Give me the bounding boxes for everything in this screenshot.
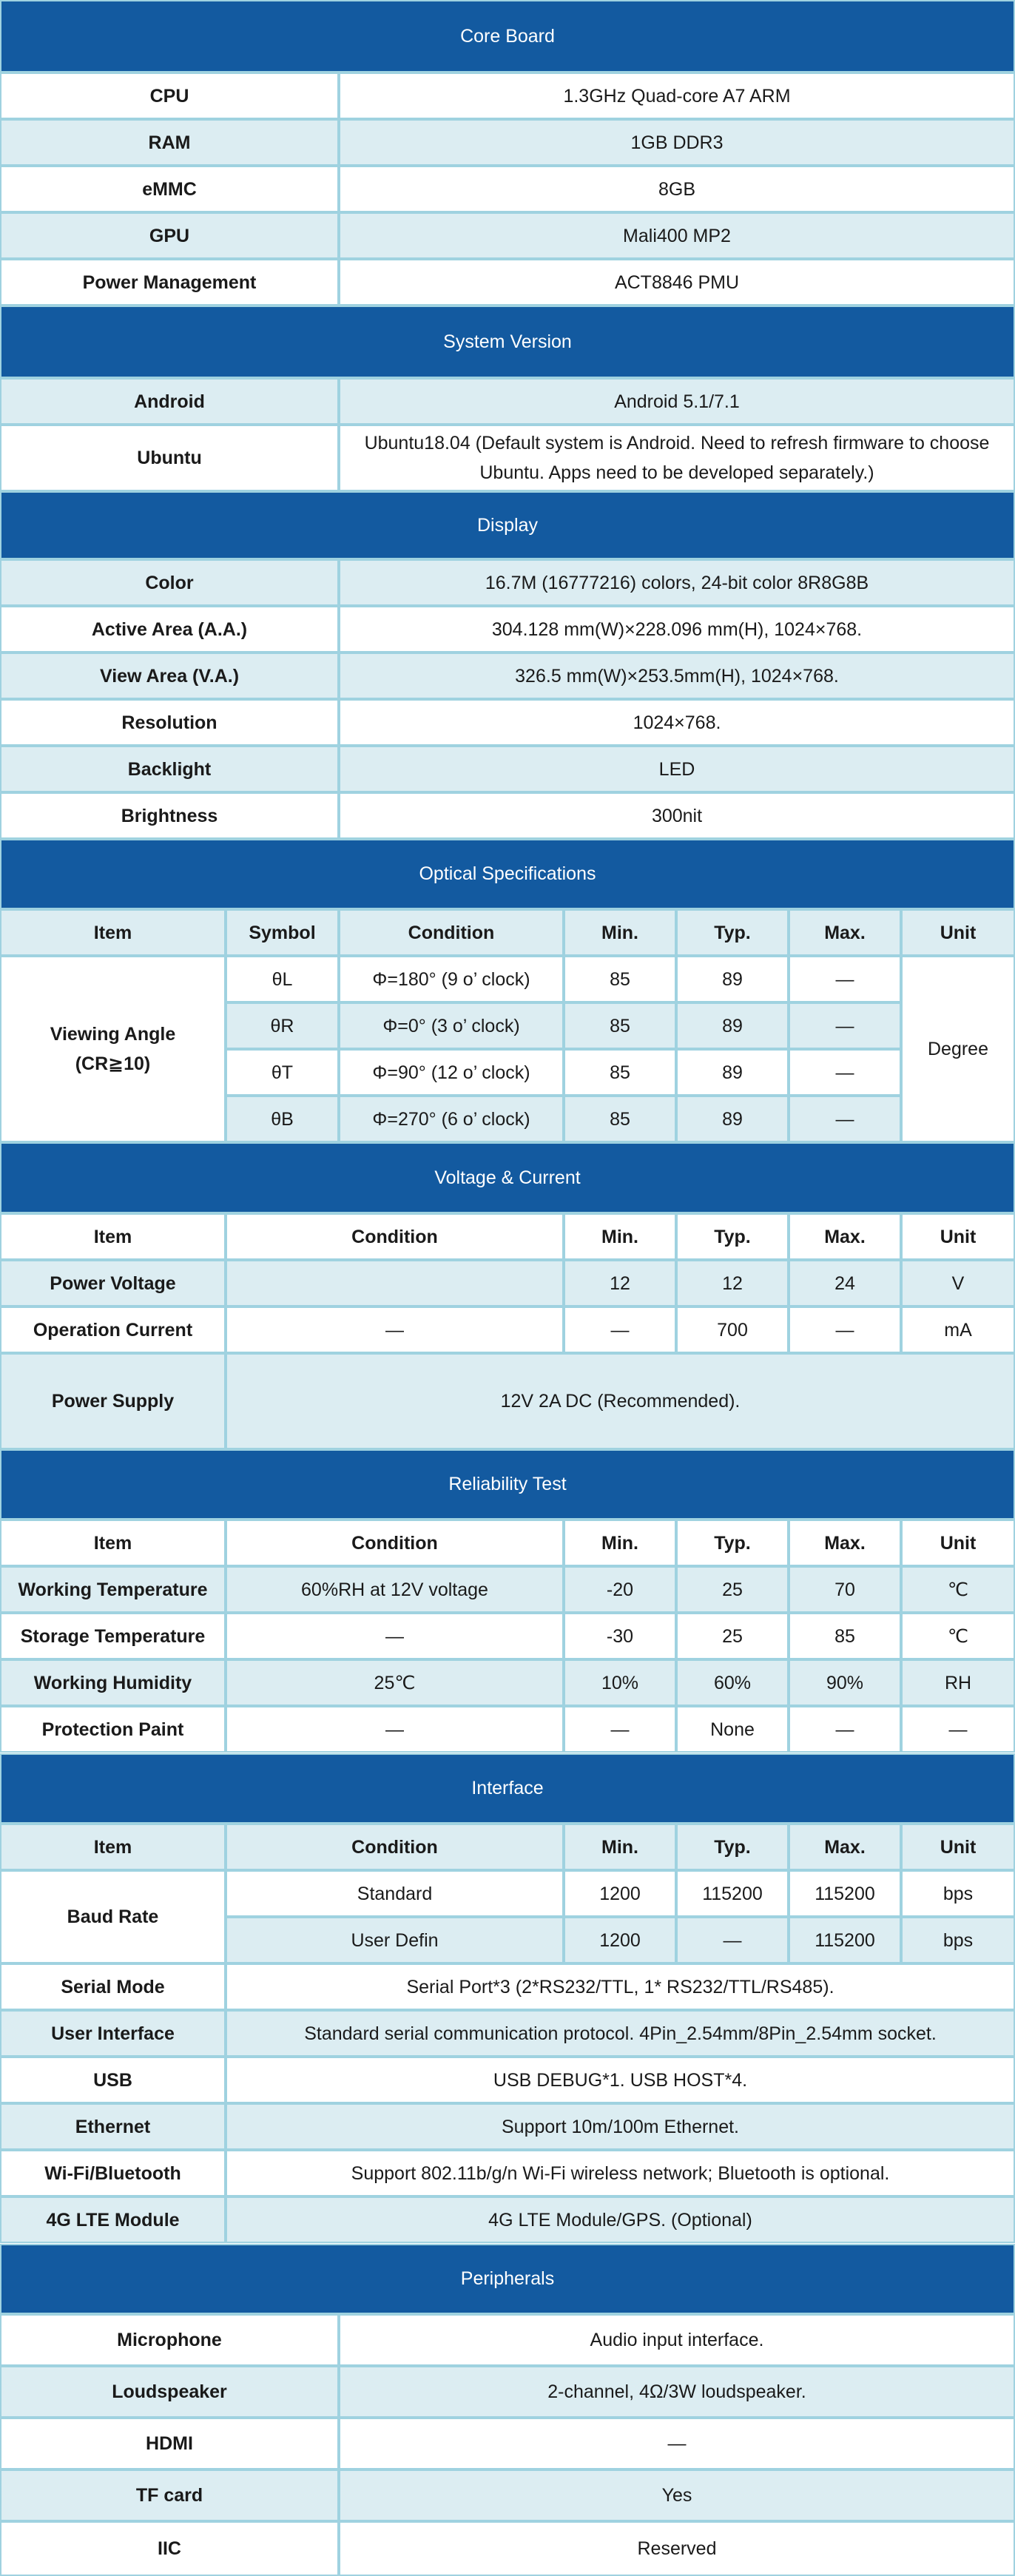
reliability-column-header: Min. (564, 1520, 676, 1566)
display-value: 326.5 mm(W)×253.5mm(H), 1024×768. (339, 653, 1015, 699)
reliability-max: 85 (789, 1613, 901, 1659)
peripherals-value: Audio input interface. (339, 2314, 1015, 2366)
interface-label: 4G LTE Module (0, 2196, 226, 2243)
section-header-interface: Interface (0, 1753, 1015, 1824)
voltage-item: Operation Current (0, 1306, 226, 1353)
optical-min: 85 (564, 956, 676, 1002)
voltage-unit: mA (901, 1306, 1015, 1353)
reliability-column-header: Condition (226, 1520, 564, 1566)
section-header-system-version: System Version (0, 306, 1015, 378)
peripherals-value: 2-channel, 4Ω/3W loudspeaker. (339, 2366, 1015, 2418)
baud-max: 115200 (789, 1870, 901, 1917)
section-header-reliability: Reliability Test (0, 1449, 1015, 1520)
interface-column-header: Min. (564, 1824, 676, 1870)
baud-unit: bps (901, 1870, 1015, 1917)
optical-column-header: Min. (564, 909, 676, 956)
interface-column-header: Item (0, 1824, 226, 1870)
reliability-column-header: Typ. (676, 1520, 789, 1566)
display-value: 300nit (339, 792, 1015, 839)
reliability-min: -20 (564, 1566, 676, 1613)
interface-value: 4G LTE Module/GPS. (Optional) (226, 2196, 1015, 2243)
reliability-max: — (789, 1706, 901, 1753)
section-header-optical: Optical Specifications (0, 839, 1015, 909)
reliability-unit: — (901, 1706, 1015, 1753)
display-value: LED (339, 746, 1015, 792)
reliability-condition: — (226, 1706, 564, 1753)
core-board-label: CPU (0, 73, 339, 119)
reliability-column-header: Unit (901, 1520, 1015, 1566)
interface-label: USB (0, 2057, 226, 2103)
interface-value: Serial Port*3 (2*RS232/TTL, 1* RS232/TTL/RS485). (226, 1963, 1015, 2010)
reliability-item: Working Temperature (0, 1566, 226, 1613)
baud-typ: — (676, 1917, 789, 1963)
voltage-min: — (564, 1306, 676, 1353)
core-board-value: 1GB DDR3 (339, 119, 1015, 166)
optical-condition: Φ=0° (3 o’ clock) (339, 1002, 564, 1049)
voltage-condition (226, 1260, 564, 1306)
reliability-item: Storage Temperature (0, 1613, 226, 1659)
viewing-angle-unit: Degree (901, 956, 1015, 1142)
reliability-min: — (564, 1706, 676, 1753)
interface-value: USB DEBUG*1. USB HOST*4. (226, 2057, 1015, 2103)
peripherals-label: Loudspeaker (0, 2366, 339, 2418)
optical-column-header: Item (0, 909, 226, 956)
baud-rate-label: Baud Rate (0, 1870, 226, 1963)
display-label: View Area (V.A.) (0, 653, 339, 699)
optical-min: 85 (564, 1002, 676, 1049)
reliability-condition: 25℃ (226, 1659, 564, 1706)
interface-column-header: Max. (789, 1824, 901, 1870)
optical-typ: 89 (676, 1096, 789, 1142)
interface-column-header: Unit (901, 1824, 1015, 1870)
optical-min: 85 (564, 1096, 676, 1142)
optical-symbol: θL (226, 956, 339, 1002)
optical-condition: Φ=90° (12 o’ clock) (339, 1049, 564, 1096)
optical-max: — (789, 1049, 901, 1096)
reliability-unit: RH (901, 1659, 1015, 1706)
reliability-max: 70 (789, 1566, 901, 1613)
core-board-label: eMMC (0, 166, 339, 212)
power-supply-label: Power Supply (0, 1353, 226, 1449)
reliability-typ: 25 (676, 1566, 789, 1613)
reliability-typ: 25 (676, 1613, 789, 1659)
interface-column-header: Typ. (676, 1824, 789, 1870)
voltage-condition: — (226, 1306, 564, 1353)
reliability-item: Working Humidity (0, 1659, 226, 1706)
interface-label: Ethernet (0, 2103, 226, 2150)
section-header-display: Display (0, 491, 1015, 559)
system-version-value: Android 5.1/7.1 (339, 378, 1015, 425)
reliability-typ: 60% (676, 1659, 789, 1706)
interface-value: Support 802.11b/g/n Wi-Fi wireless network; Bluetooth is optional. (226, 2150, 1015, 2196)
core-board-value: 1.3GHz Quad-core A7 ARM (339, 73, 1015, 119)
optical-typ: 89 (676, 1049, 789, 1096)
reliability-condition: 60%RH at 12V voltage (226, 1566, 564, 1613)
reliability-unit: ℃ (901, 1613, 1015, 1659)
interface-label: Wi-Fi/Bluetooth (0, 2150, 226, 2196)
display-label: Brightness (0, 792, 339, 839)
baud-condition: Standard (226, 1870, 564, 1917)
section-header-core-board: Core Board (0, 0, 1015, 73)
voltage-column-header: Typ. (676, 1213, 789, 1260)
core-board-label: Power Management (0, 259, 339, 306)
reliability-column-header: Max. (789, 1520, 901, 1566)
interface-label: User Interface (0, 2010, 226, 2057)
optical-condition: Φ=270° (6 o’ clock) (339, 1096, 564, 1142)
reliability-typ: None (676, 1706, 789, 1753)
baud-typ: 115200 (676, 1870, 789, 1917)
optical-min: 85 (564, 1049, 676, 1096)
baud-min: 1200 (564, 1917, 676, 1963)
system-version-label: Ubuntu (0, 425, 339, 491)
interface-column-header: Condition (226, 1824, 564, 1870)
display-value: 16.7M (16777216) colors, 24-bit color 8R8G8B (339, 559, 1015, 606)
baud-min: 1200 (564, 1870, 676, 1917)
reliability-max: 90% (789, 1659, 901, 1706)
reliability-min: 10% (564, 1659, 676, 1706)
peripherals-value: Yes (339, 2469, 1015, 2521)
optical-column-header: Condition (339, 909, 564, 956)
display-value: 1024×768. (339, 699, 1015, 746)
reliability-column-header: Item (0, 1520, 226, 1566)
display-value: 304.128 mm(W)×228.096 mm(H), 1024×768. (339, 606, 1015, 653)
optical-condition: Φ=180° (9 o’ clock) (339, 956, 564, 1002)
optical-typ: 89 (676, 956, 789, 1002)
optical-symbol: θB (226, 1096, 339, 1142)
interface-value: Support 10m/100m Ethernet. (226, 2103, 1015, 2150)
core-board-value: 8GB (339, 166, 1015, 212)
optical-column-header: Typ. (676, 909, 789, 956)
peripherals-label: Microphone (0, 2314, 339, 2366)
voltage-max: — (789, 1306, 901, 1353)
optical-symbol: θT (226, 1049, 339, 1096)
peripherals-value: Reserved (339, 2521, 1015, 2576)
reliability-condition: — (226, 1613, 564, 1659)
voltage-unit: V (901, 1260, 1015, 1306)
voltage-typ: 12 (676, 1260, 789, 1306)
voltage-min: 12 (564, 1260, 676, 1306)
system-version-label: Android (0, 378, 339, 425)
baud-unit: bps (901, 1917, 1015, 1963)
optical-max: — (789, 956, 901, 1002)
core-board-label: GPU (0, 212, 339, 259)
optical-symbol: θR (226, 1002, 339, 1049)
peripherals-label: TF card (0, 2469, 339, 2521)
reliability-min: -30 (564, 1613, 676, 1659)
core-board-value: Mali400 MP2 (339, 212, 1015, 259)
optical-typ: 89 (676, 1002, 789, 1049)
optical-column-header: Unit (901, 909, 1015, 956)
voltage-column-header: Unit (901, 1213, 1015, 1260)
reliability-item: Protection Paint (0, 1706, 226, 1753)
voltage-typ: 700 (676, 1306, 789, 1353)
section-header-peripherals: Peripherals (0, 2244, 1015, 2314)
display-label: Backlight (0, 746, 339, 792)
peripherals-label: IIC (0, 2521, 339, 2576)
core-board-value: ACT8846 PMU (339, 259, 1015, 306)
peripherals-label: HDMI (0, 2418, 339, 2469)
peripherals-value: — (339, 2418, 1015, 2469)
optical-max: — (789, 1002, 901, 1049)
display-label: Color (0, 559, 339, 606)
viewing-angle-label: Viewing Angle (CR≧10) (0, 956, 226, 1142)
display-label: Resolution (0, 699, 339, 746)
optical-max: — (789, 1096, 901, 1142)
voltage-max: 24 (789, 1260, 901, 1306)
baud-max: 115200 (789, 1917, 901, 1963)
system-version-value: Ubuntu18.04 (Default system is Android. Need to refresh firmware to choose Ubuntu. Apps need to be developed separately.) (339, 425, 1015, 491)
display-label: Active Area (A.A.) (0, 606, 339, 653)
voltage-column-header: Condition (226, 1213, 564, 1260)
baud-condition: User Defin (226, 1917, 564, 1963)
voltage-column-header: Item (0, 1213, 226, 1260)
optical-column-header: Max. (789, 909, 901, 956)
voltage-column-header: Min. (564, 1213, 676, 1260)
interface-value: Standard serial communication protocol. 4Pin_2.54mm/8Pin_2.54mm socket. (226, 2010, 1015, 2057)
core-board-label: RAM (0, 119, 339, 166)
voltage-item: Power Voltage (0, 1260, 226, 1306)
optical-column-header: Symbol (226, 909, 339, 956)
voltage-column-header: Max. (789, 1213, 901, 1260)
interface-label: Serial Mode (0, 1963, 226, 2010)
power-supply-value: 12V 2A DC (Recommended). (226, 1353, 1015, 1449)
section-header-voltage: Voltage & Current (0, 1142, 1015, 1213)
reliability-unit: ℃ (901, 1566, 1015, 1613)
